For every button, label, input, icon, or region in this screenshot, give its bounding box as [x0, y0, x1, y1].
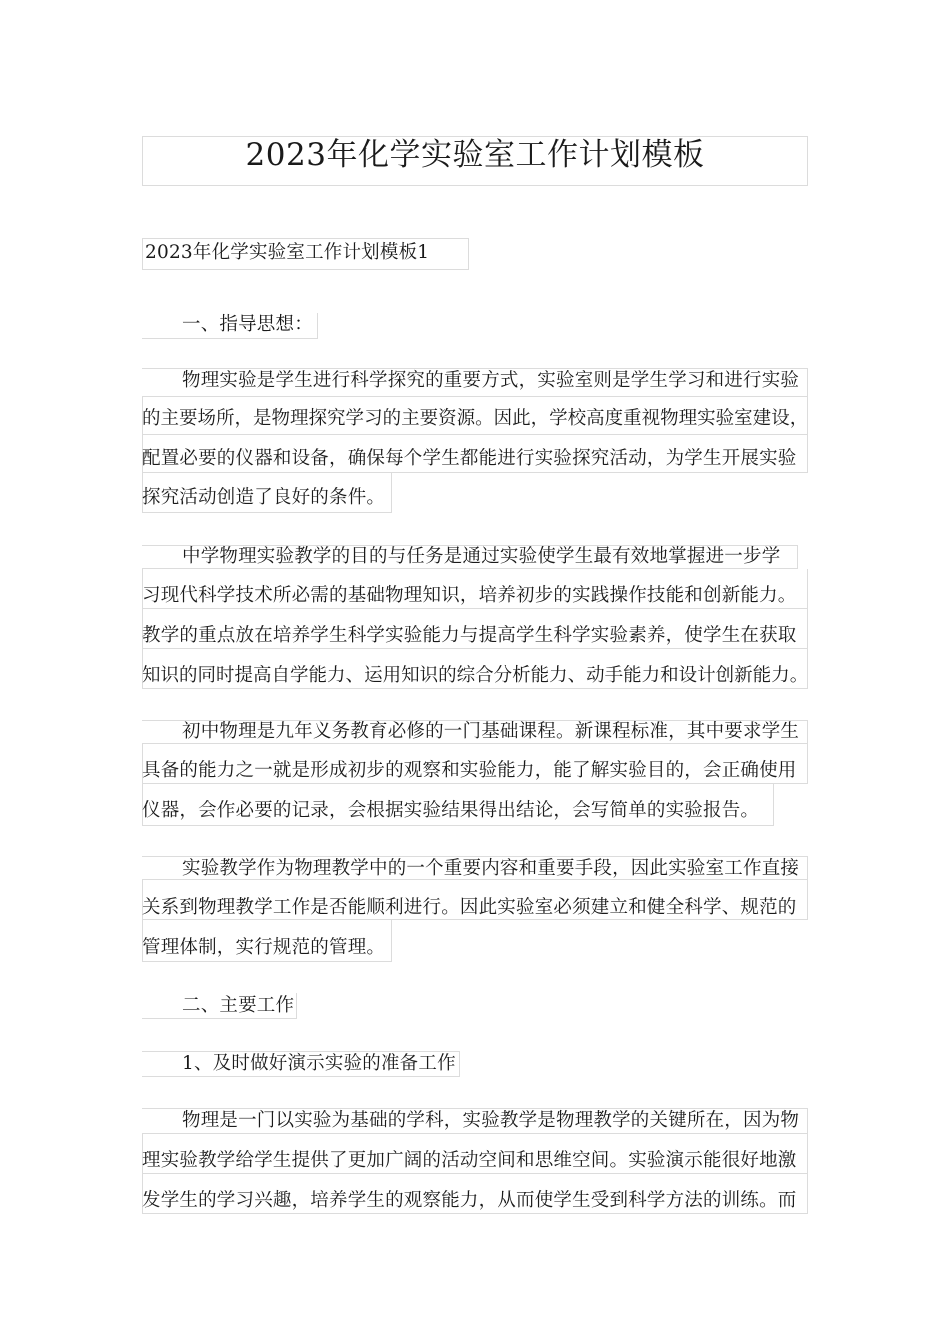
section-heading: 一、指导思想：: [182, 314, 313, 335]
paragraph-line: 探究活动创造了良好的条件。: [142, 487, 386, 508]
paragraph-line: 知识的同时提高自学能力、运用知识的综合分析能力、动手能力和设计创新能力。: [142, 665, 809, 686]
paragraph-line: 的主要场所，是物理探究学习的主要资源。因此，学校高度重视物理实验室建设，: [142, 408, 809, 429]
item-heading: 1、及时做好演示实验的准备工作: [182, 1053, 456, 1074]
section-heading: 二、主要工作: [182, 995, 295, 1016]
paragraph-line: 配置必要的仪器和设备，确保每个学生都能进行实验探究活动，为学生开展实验: [142, 448, 797, 469]
paragraph-line: 习现代科学技术所必需的基础物理知识，培养初步的实践操作技能和创新能力。: [142, 585, 797, 606]
paragraph-line: 关系到物理教学工作是否能顺利进行。因此实验室必须建立和健全科学、规范的: [142, 897, 797, 918]
paragraph-line: 仪器，会作必要的记录，会根据实验结果得出结论，会写简单的实验报告。: [142, 800, 760, 821]
paragraph-line: 初中物理是九年义务教育必修的一门基础课程。新课程标准，其中要求学生: [182, 721, 800, 742]
paragraph-line: 实验教学作为物理教学中的一个重要内容和重要手段，因此实验室工作直接: [182, 858, 800, 879]
paragraph-line: 发学生的学习兴趣，培养学生的观察能力，从而使学生受到科学方法的训练。而: [142, 1190, 797, 1211]
paragraph-line: 中学物理实验教学的目的与任务是通过实验使学生最有效地掌握进一步学: [182, 546, 781, 567]
paragraph-line: 物理实验是学生进行科学探究的重要方式，实验室则是学生学习和进行实验: [182, 370, 800, 391]
paragraph-line: 管理体制，实行规范的管理。: [142, 937, 386, 958]
paragraph-line: 具备的能力之一就是形成初步的观察和实验能力，能了解实验目的，会正确使用: [142, 760, 797, 781]
paragraph-line: 教学的重点放在培养学生科学实验能力与提高学生科学实验素养，使学生在获取: [142, 625, 797, 646]
document-title: 2023年化学实验室工作计划模板: [245, 137, 705, 173]
document-subtitle: 2023年化学实验室工作计划模板1: [145, 242, 430, 263]
paragraph-line: 物理是一门以实验为基础的学科，实验教学是物理教学的关键所在，因为物: [182, 1110, 800, 1131]
paragraph-line: 理实验教学给学生提供了更加广阔的活动空间和思维空间。实验演示能很好地激: [142, 1150, 797, 1171]
